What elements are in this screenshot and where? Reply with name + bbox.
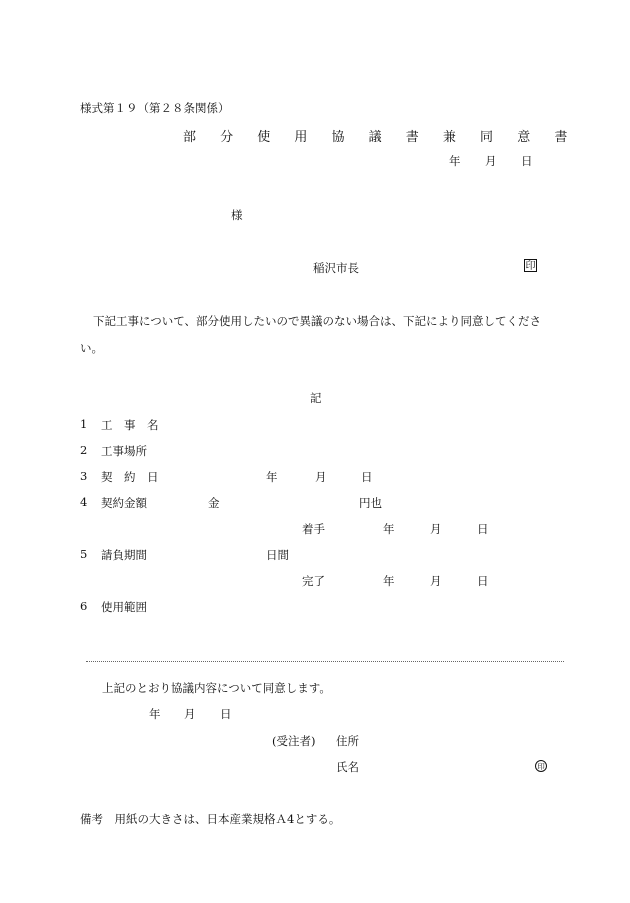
- item-6-label: 使用範囲: [101, 600, 147, 614]
- consent-date-year: 年: [149, 707, 161, 721]
- item-4-number: 4: [80, 495, 88, 509]
- item-5-number: 5: [80, 547, 88, 561]
- ki-heading: 記: [310, 391, 322, 405]
- addressee-suffix: 様: [231, 208, 243, 222]
- contractor-label: (受注者): [272, 734, 316, 748]
- header-date-month: 月: [485, 154, 497, 168]
- consent-date-month: 月: [184, 707, 196, 721]
- item-5-label: 請負期間: [101, 548, 147, 562]
- document-title: 部 分 使 用 協 議 書 兼 同 意 書: [183, 130, 578, 145]
- sender-name: 稲沢市長: [313, 261, 359, 275]
- request-text-line2: い。: [80, 341, 103, 355]
- item-3-month: 月: [315, 470, 327, 484]
- form-number: 様式第１９（第２８条関係）: [80, 101, 230, 115]
- item-2-number: 2: [80, 443, 88, 457]
- circle-seal-icon: 印: [535, 760, 547, 772]
- footnote: 備考 用紙の大きさは、日本産業規格Ａ4とする。: [80, 812, 341, 826]
- item-5-start-label: 着手: [302, 522, 325, 536]
- item-4-yen: 円也: [359, 496, 382, 510]
- item-3-number: 3: [80, 469, 88, 483]
- item-5-end-label: 完了: [302, 574, 325, 588]
- item-4-label: 契約金額: [101, 496, 147, 510]
- item-2-label: 工事場所: [101, 444, 147, 458]
- dotted-divider: [86, 661, 564, 662]
- item-5-start-year: 年: [383, 522, 395, 536]
- item-5-days: 日間: [266, 548, 289, 562]
- item-3-label: 契 約 日: [101, 470, 159, 484]
- name-label: 氏名: [336, 760, 359, 774]
- item-4-kin: 金: [208, 496, 220, 510]
- item-5-end-day: 日: [477, 574, 489, 588]
- consent-text: 上記のとおり協議内容について同意します。: [102, 681, 331, 695]
- item-5-start-month: 月: [430, 522, 442, 536]
- item-6-number: 6: [80, 599, 88, 613]
- item-1-number: 1: [80, 417, 88, 431]
- item-5-end-month: 月: [430, 574, 442, 588]
- square-seal-icon: 印: [525, 261, 536, 272]
- item-3-year: 年: [266, 470, 278, 484]
- item-5-end-year: 年: [383, 574, 395, 588]
- item-5-start-day: 日: [477, 522, 489, 536]
- address-label: 住所: [336, 734, 359, 748]
- item-1-label: 工 事 名: [101, 418, 159, 432]
- item-3-day: 日: [361, 470, 373, 484]
- consent-date-day: 日: [220, 707, 232, 721]
- request-text-line1: 下記工事について、部分使用したいので異議のない場合は、下記により同意してくださ: [93, 314, 542, 328]
- header-date-day: 日: [521, 154, 533, 168]
- header-date-year: 年: [449, 154, 461, 168]
